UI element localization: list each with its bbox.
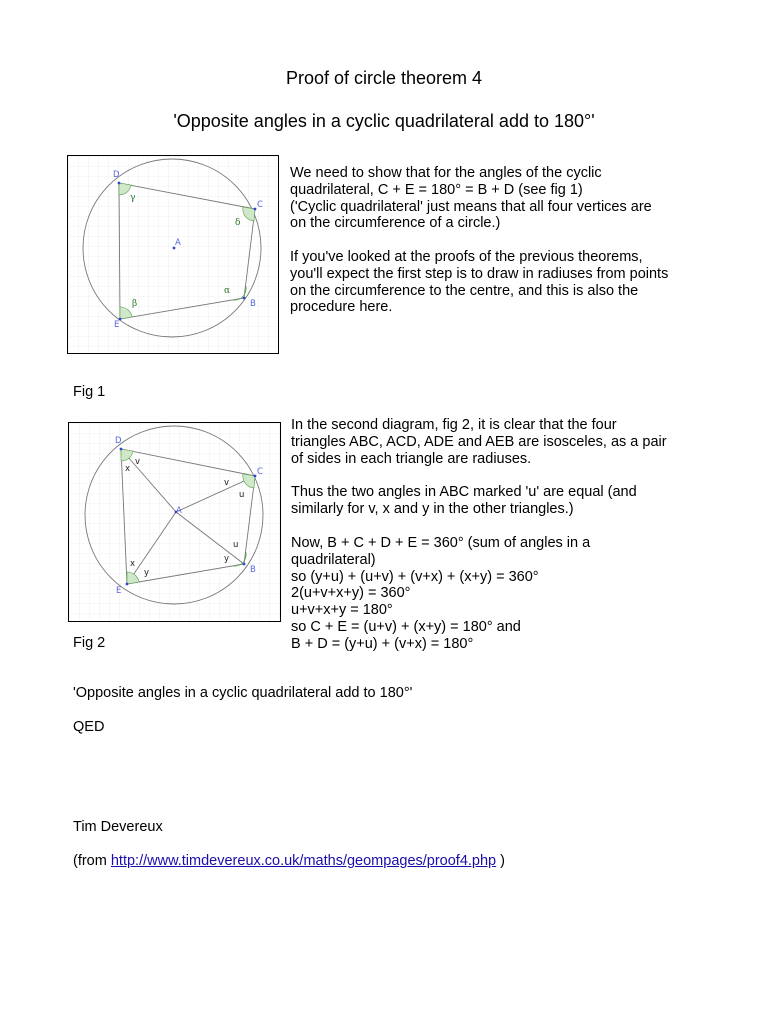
page-subtitle: 'Opposite angles in a cyclic quadrilateral add to 180°' xyxy=(173,111,595,131)
fig1-angle-gamma: γ xyxy=(130,193,136,203)
fig1-caption: Fig 1 xyxy=(73,384,106,400)
qed-text: QED xyxy=(73,719,105,735)
fig1-point-d xyxy=(118,182,121,185)
intro-paragraph-2: If you've looked at the proofs of the previous theorems, you'll expect the first step is to draw in radiuses from points on the circumference to the centre, and this is also the procedure here. xyxy=(290,249,669,316)
fig1-angle-alpha: α xyxy=(224,286,231,296)
fig2-point-b xyxy=(243,563,246,566)
fig2-point-e xyxy=(126,583,129,586)
fig2-label-a: A xyxy=(176,506,182,516)
fig1-label-c: C xyxy=(257,200,263,210)
fig1-label-d: D xyxy=(113,170,120,180)
source-line xyxy=(73,853,505,869)
page-title: Proof of circle theorem 4 xyxy=(285,68,483,88)
fig1-point-b xyxy=(243,297,246,300)
fig2-label-e: E xyxy=(116,586,122,596)
fig2-angle-x-at-d: x xyxy=(125,464,131,474)
fig2-angle-y-at-b: y xyxy=(224,554,230,564)
fig1-angle-delta: δ xyxy=(235,218,241,228)
fig2-label-c: C xyxy=(257,467,263,477)
intro-paragraph-1: We need to show that for the angles of the cyclic quadrilateral, C + E = 180° = B + D (see fig 1) ('Cyclic quadrilateral' just means that all four vertices are on the circumference of a circle.) xyxy=(290,165,652,232)
fig1-diagram xyxy=(67,155,279,354)
fig2-angle-v-at-c: v xyxy=(224,478,230,488)
fig2-caption: Fig 2 xyxy=(73,635,106,651)
fig2-point-d xyxy=(120,448,123,451)
fig2-grid xyxy=(69,423,280,621)
fig2-diagram xyxy=(68,422,281,622)
conclusion-text: 'Opposite angles in a cyclic quadrilateral add to 180°' xyxy=(73,685,413,701)
source-prefix: (from xyxy=(73,853,111,869)
fig1-grid xyxy=(68,156,278,353)
fig2-point-c xyxy=(254,475,257,478)
fig2-label-d: D xyxy=(115,436,122,446)
fig2-angle-y-at-e: y xyxy=(144,568,150,578)
fig1-angle-beta: β xyxy=(132,299,138,309)
fig1-label-b: B xyxy=(250,299,256,309)
fig2-angle-u-at-b: u xyxy=(233,540,239,550)
fig2-angle-v-at-d: v xyxy=(135,457,141,467)
fig2-angle-x-at-e: x xyxy=(130,559,136,569)
fig1-point-c xyxy=(254,208,257,211)
proof-paragraph-3: Now, B + C + D + E = 360° (sum of angles in a quadrilateral) so (y+u) + (u+v) + (v+x) + (x+y) = 360° 2(u+v+x+y) = 360° u+v+x+y = 180° so C + E = (u+v) + (x+y) = 180° and B + D = (y+u) + (v+x) = 180° xyxy=(291,535,591,652)
fig1-label-a: A xyxy=(175,238,181,248)
proof-paragraph-2: Thus the two angles in ABC marked 'u' are equal (and similarly for v, x and y in the other triangles.) xyxy=(291,484,637,517)
source-link[interactable]: http://www.timdevereux.co.uk/maths/geompages/proof4.php xyxy=(110,853,497,869)
source-suffix: ) xyxy=(496,853,505,869)
fig2-angle-u-at-c: u xyxy=(239,490,245,500)
fig1-label-e: E xyxy=(114,320,120,330)
fig2-label-b: B xyxy=(250,565,256,575)
author-name: Tim Devereux xyxy=(73,819,163,835)
proof-paragraph-1: In the second diagram, fig 2, it is clear that the four triangles ABC, ACD, ADE and AEB are isosceles, as a pair of sides in each triangle are radiuses. xyxy=(291,417,667,467)
